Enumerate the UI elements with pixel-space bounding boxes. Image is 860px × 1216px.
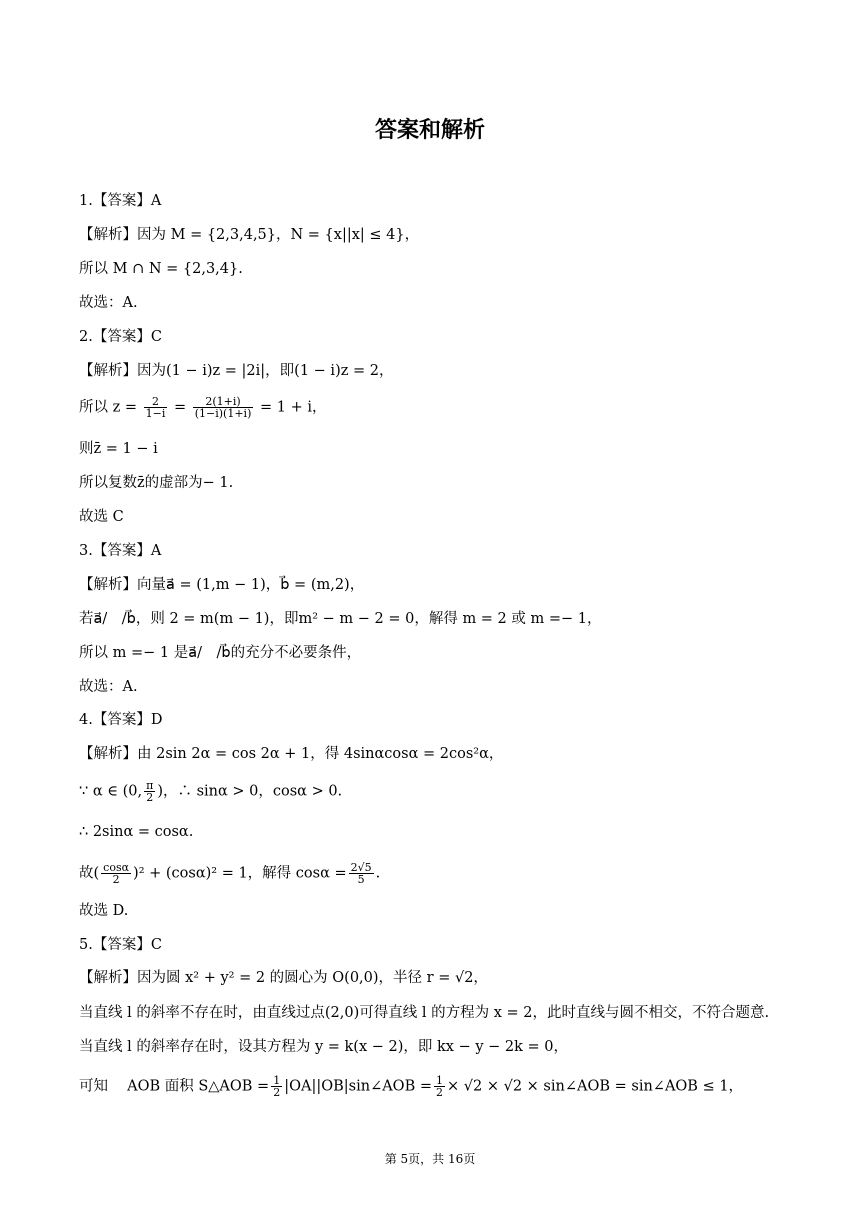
q4-line-4-start: 故(: [79, 865, 100, 882]
q4-line-1: 【解析】由 2sin 2α = cos 2α + 1，得 4sinαcosα = 2cos²α，: [79, 746, 504, 762]
q5-line-3: 当直线 l 的斜率存在时，设其方程为 y = k(x − 2)，即 kx − y − 2k = 0，: [79, 1039, 568, 1055]
q1-line-2: 所以 M ∩ N = {2,3,4}.: [79, 261, 243, 277]
fraction-numerator: 2(1+i): [193, 396, 254, 408]
fraction-numerator: π: [146, 779, 154, 792]
q4-line-4: [79, 862, 380, 885]
fraction-denominator: 2: [273, 1086, 281, 1099]
q4-line-2: [79, 780, 342, 803]
q1-answer: 1.【答案】A: [79, 193, 162, 209]
fraction-numerator: 1: [273, 1074, 281, 1087]
page-footer: 第 5页，共 16页: [384, 1152, 476, 1166]
q5-line-4-middle: |OA||OB|sin∠AOB =: [284, 1078, 432, 1095]
fraction-denominator: (1−i)(1+i): [194, 407, 252, 420]
q1-line-3: 故选：A.: [79, 295, 138, 311]
q2-line-2-end: = 1 + i，: [259, 399, 327, 416]
q4-line-4-middle: )² + (cosα)² = 1，解得 cosα =: [133, 865, 347, 882]
q5-line-4-end: × √2 × √2 × sin∠AOB = sin∠AOB ≤ 1，: [447, 1078, 744, 1095]
q3-line-1: 【解析】向量a⃗ = (1,m − 1)，b⃗ = (m,2)，: [79, 577, 365, 593]
q2-line-3: 则z̄ = 1 − i: [79, 441, 158, 457]
q3-line-4: 故选：A.: [79, 679, 138, 695]
q3-line-3: 所以 m =− 1 是a⃗/ /b⃗的充分不必要条件，: [79, 645, 362, 661]
fraction: [271, 1075, 282, 1098]
fraction: [193, 396, 254, 419]
q2-line-4: 所以复数z̄的虚部为− 1.: [79, 475, 234, 491]
q4-line-4-end: .: [375, 865, 381, 882]
q3-answer: 3.【答案】A: [79, 543, 162, 559]
q4-line-5: 故选 D.: [79, 903, 129, 919]
q5-line-2: 当直线 l 的斜率不存在时，由直线过点(2,0)可得直线 l 的方程为 x = 2，此时直线与圆不相交，不符合题意.: [79, 1005, 770, 1021]
q5-line-1: 【解析】因为圆 x² + y² = 2 的圆心为 O(0,0)，半径 r = √2，: [79, 970, 488, 986]
fraction-denominator: 5: [357, 873, 365, 886]
q2-line-2-start: 所以 z =: [79, 399, 142, 416]
fraction-numerator: 2: [144, 396, 168, 408]
q4-line-2-end: )，∴ sinα > 0，cosα > 0.: [157, 783, 343, 800]
q4-line-2-start: ∵ α ∈ (0,: [79, 783, 143, 800]
q5-line-4: [79, 1075, 743, 1098]
fraction: [434, 1075, 445, 1098]
q5-answer: 5.【答案】C: [79, 937, 162, 953]
q1-line-1: 【解析】因为 M = {2,3,4,5}，N = {x||x| ≤ 4}，: [79, 227, 420, 243]
fraction-numerator: 1: [436, 1074, 443, 1087]
q5-line-4-start: 可知 AOB 面积 S△AOB =: [79, 1078, 270, 1095]
fraction: [144, 780, 155, 803]
fraction-numerator: 2√5: [350, 861, 372, 874]
fraction-denominator: 2: [436, 1086, 443, 1099]
q4-answer: 4.【答案】D: [79, 712, 163, 728]
q2-line-5: 故选 C: [79, 509, 124, 525]
fraction-denominator: 1−i: [145, 407, 166, 420]
fraction: [349, 862, 374, 885]
fraction-denominator: 2: [146, 791, 154, 804]
q3-line-2: 若a⃗/ /b⃗，则 2 = m(m − 1)，即m² − m − 2 = 0，解得 m = 2 或 m =− 1，: [79, 611, 602, 627]
fraction: [101, 862, 131, 885]
fraction-numerator: cosα: [103, 861, 130, 874]
page-title: 答案和解析: [374, 118, 485, 143]
q2-line-1: 【解析】因为(1 − i)z = |2i|，即(1 − i)z = 2，: [79, 363, 394, 379]
fraction: [144, 396, 168, 419]
q4-line-3: ∴ 2sinα = cosα.: [79, 824, 194, 840]
q2-answer: 2.【答案】C: [79, 329, 162, 345]
fraction-denominator: 2: [112, 873, 120, 886]
q2-line-2: 所以 z = $\frac{2}{1-i}$ = $\frac{2(1+i)}{(1-i)(1+i)}$ = 1 + i，: [79, 395, 327, 420]
